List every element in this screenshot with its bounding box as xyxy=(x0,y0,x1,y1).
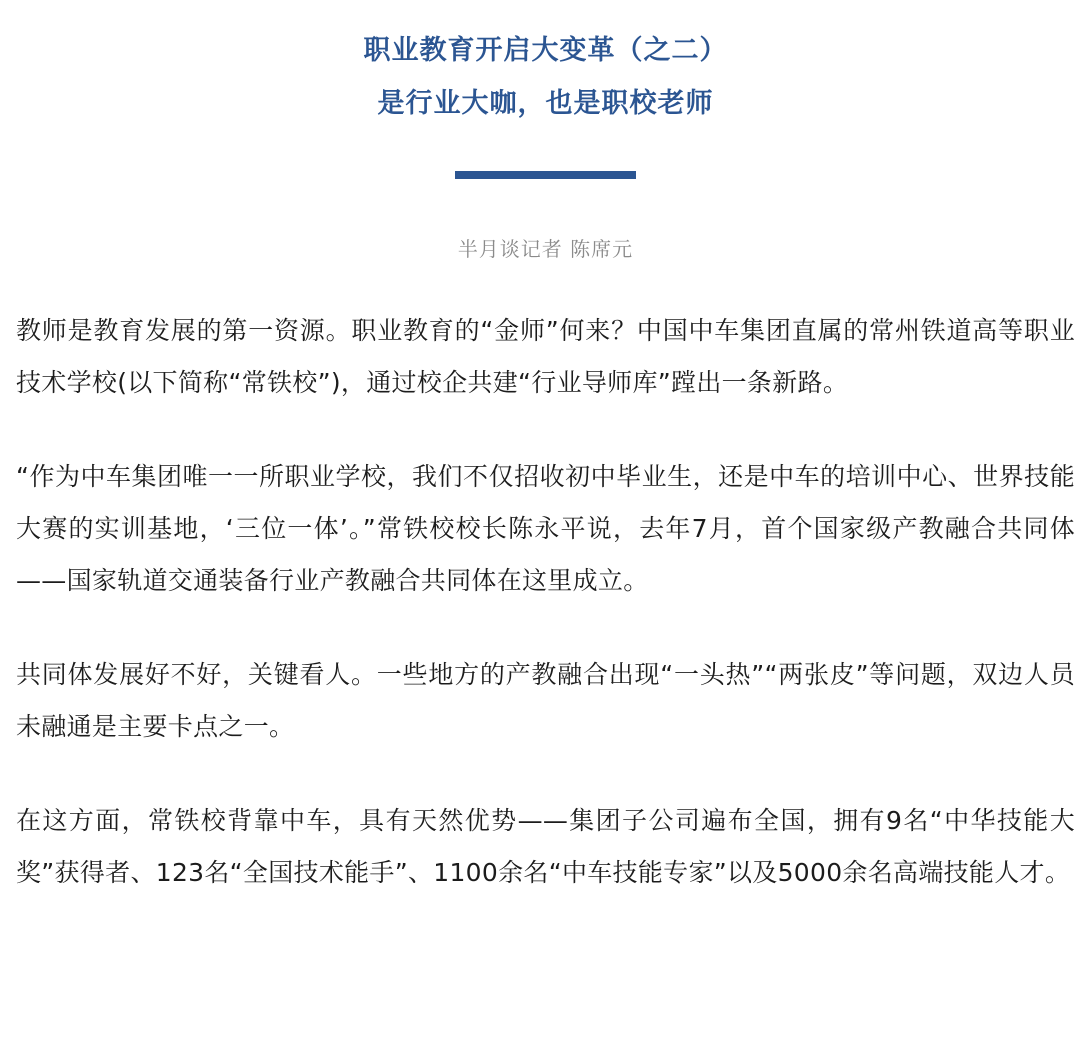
article-body xyxy=(16,305,1075,899)
paragraph-4: 在这方面，常铁校背靠中车，具有天然优势——集团子公司遍布全国，拥有9名“中华技能大奖”获得者、123名“全国技术能手”、1100余名“中车技能专家”以及5000余名高端技能人才。 xyxy=(16,806,1075,887)
paragraph-3: 共同体发展好不好，关键看人。一些地方的产教融合出现“一头热”“两张皮”等问题，双边人员未融通是主要卡点之一。 xyxy=(16,660,1075,741)
article-title-line-2: 是行业大咖，也是职校老师 xyxy=(377,88,714,119)
article-title-line-1: 职业教育开启大变革（之二） xyxy=(363,35,728,66)
title-divider xyxy=(455,171,636,179)
paragraph-2: “作为中车集团唯一一所职业学校，我们不仅招收初中毕业生，还是中车的培训中心、世界技能大赛的实训基地，‘三位一体’。”常铁校校长陈永平说，去年7月，首个国家级产教融合共同体——国家轨道交通装备行业产教融合共同体在这里成立。 xyxy=(16,462,1075,595)
title-block xyxy=(16,0,1075,121)
byline: 半月谈记者 陈席元 xyxy=(457,237,634,261)
paragraph-1: 教师是教育发展的第一资源。职业教育的“金师”何来？中国中车集团直属的常州铁道高等职业技术学校(以下简称“常铁校”)，通过校企共建“行业导师库”蹚出一条新路。 xyxy=(16,316,1075,397)
